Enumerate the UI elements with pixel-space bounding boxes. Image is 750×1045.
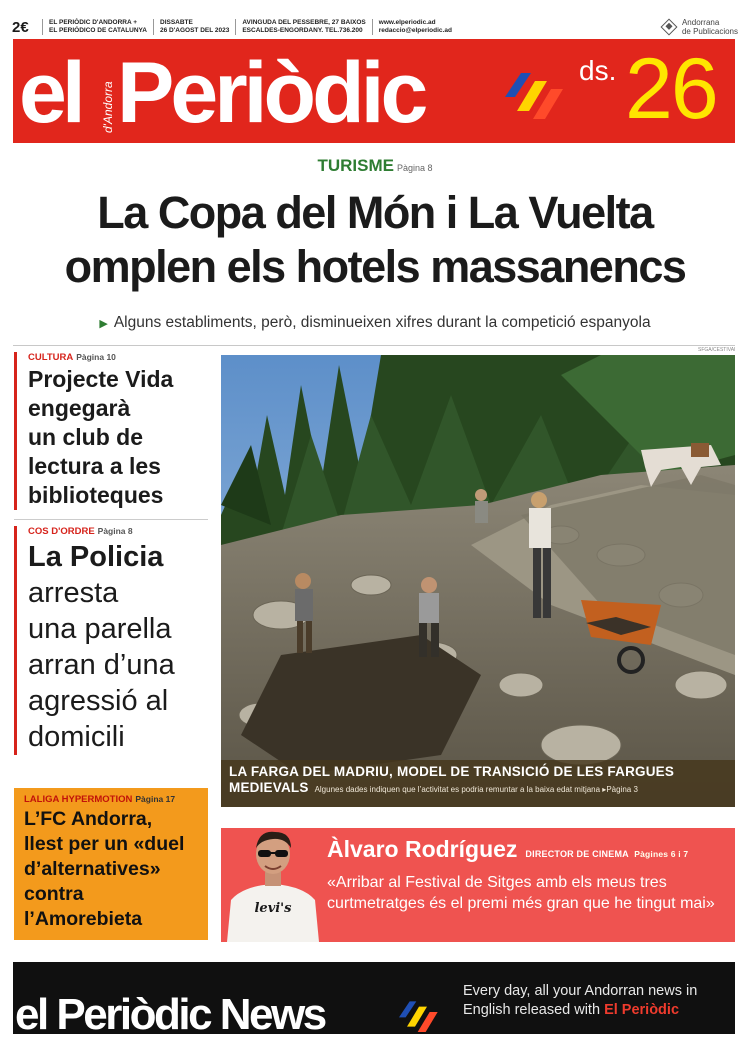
story-section: COS D'ORDRE [28,526,95,537]
masthead-andorra: d'Andorra [101,81,115,133]
interviewee-role: DIRECTOR DE CINEMA Pàgines 6 i 7 [525,849,689,859]
weekday: ds. [579,55,617,86]
info-bar [12,16,738,38]
lead-page-ref: Pàgina 8 [396,163,433,173]
story-title: arresta una parella arran d’una agressió al domicili [28,577,175,753]
masthead-title: Periòdic [117,45,425,141]
story-laliga[interactable]: LALIGA HYPERMOTION Pàgina 17 L’FC Andorra, llest per un «duel d’alternatives» contra l’Amorebieta [14,788,208,940]
news-brand: el Periòdic News [15,990,325,1034]
news-banner[interactable] [13,962,735,1034]
flag-stripes-icon [505,71,565,119]
caption-title: LA FARGA DEL MADRIU, MODEL DE TRANSICIÓ DE LES FARGUES MEDIEVALS Algunes dades indiquen que l’activitat es podria remuntar a la baixa edat mitjana ▸Pàgina 3 [229,764,675,795]
divider [13,345,735,346]
interview-quote: «Arribar al Festival de Sitges amb els meus tres curtmetratges és el premi més gran que he tingut mai» [327,874,715,912]
flag-stripes-icon [399,1000,439,1032]
lead-headline[interactable]: La Copa del Món i La Vuelta omplen els hotels massanencs [64,187,686,292]
story-title: L’FC Andorra, llest per un «duel d’alternatives» contra l’Amorebieta [24,808,185,930]
triangle-bullet-icon: ▶ [99,318,108,330]
website-link[interactable]: www.elperiodic.ad [378,19,436,26]
masthead [13,39,735,143]
interviewee-name: Àlvaro Rodríguez DIRECTOR DE CINEMA Pàgines 6 i 7 [327,836,689,862]
news-brand-highlight: El Periòdic [604,1002,680,1018]
excavation-photo [221,355,735,807]
story-section: CULTURA [28,352,74,363]
masthead-el: el [19,45,81,141]
story-title: Projecte Vida engegarà un club de lectura a les biblioteques [28,366,174,508]
contact-links [372,19,458,35]
publisher-logo-icon [660,19,677,36]
lead-section[interactable]: TURISME [317,156,394,175]
email-link[interactable]: redaccio@elperiodic.ad [378,27,452,34]
story-title-bold: La Policia [28,541,164,573]
lead-subhead: ▶ Alguns establiments, però, disminueixen xifres durant la competició espanyola [99,314,651,331]
issue-date: DISSABTE 26 D'AGOST DEL 2023 [153,19,235,35]
photo-caption [221,760,735,807]
story-cultura[interactable]: CULTURA Pàgina 10 Projecte Vida engegarà un club de lectura a les biblioteques [14,352,173,510]
lead-photo[interactable] [221,355,735,807]
address: AVINGUDA DEL PESSEBRE, 27 BAIXOS ESCALDES-ENGORDANY. TEL.736.200 [235,19,371,35]
caption-text: Algunes dades indiquen que l’activitat es podria remuntar a la baixa edat mitjana ▸Pàgina 3 [314,785,638,794]
shirt-logo-text: levi's [254,901,292,916]
news-promo-text: Every day, all your Andorran news in English released with El Periòdic [463,983,698,1018]
photo-credit: SFGA/CESTIVAI [698,347,736,353]
day-number: 26 [625,41,717,137]
lead-kicker [0,156,750,176]
price: 2€ [12,18,29,36]
divider [14,519,208,520]
story-cos-dordre[interactable]: COS D'ORDRE Pàgina 8 La Policia arresta una parella arran d’una agressió al domicili [14,526,175,755]
story-section: LALIGA HYPERMOTION [24,794,133,805]
publisher: Andorrana de Publicacions [663,18,738,36]
publication-names: EL PERIÒDIC D'ANDORRA + EL PERIÓDICO DE CATALUNYA [42,19,153,35]
interviewee-photo [221,828,325,942]
interview-box[interactable] [221,828,735,942]
